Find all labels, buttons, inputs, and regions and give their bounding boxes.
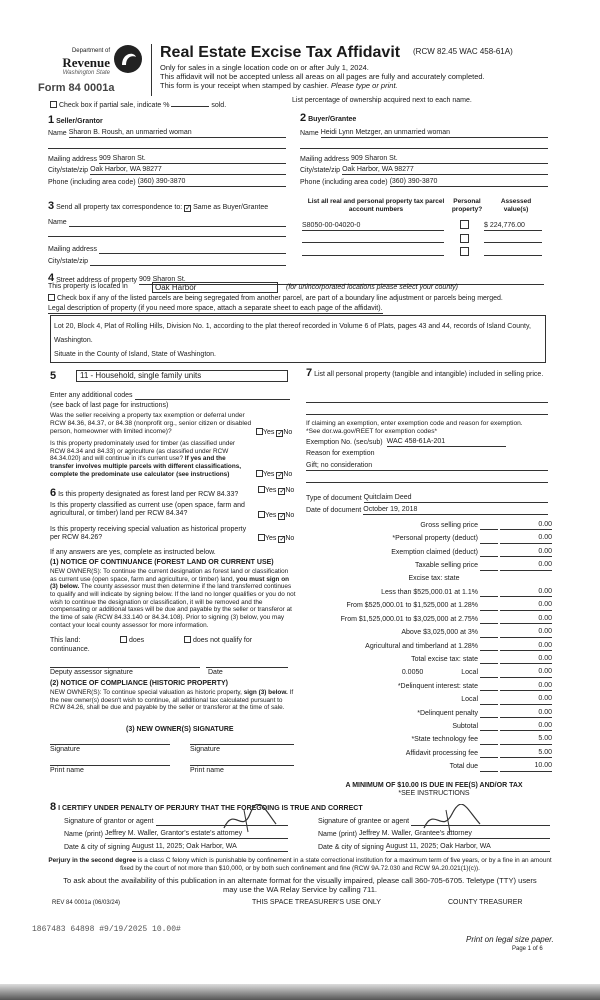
tax-row xyxy=(316,642,552,651)
tax-row-value[interactable]: 0.00 xyxy=(500,642,552,651)
tax-row-value[interactable]: 0.00 xyxy=(500,709,552,718)
doc-type-row: Type of document Quitclaim Deed xyxy=(306,494,548,503)
tax-row-label: Local xyxy=(461,669,478,677)
historic-yes-checkbox[interactable] xyxy=(258,534,265,541)
partial-sale-checkbox[interactable] xyxy=(50,101,57,108)
certify-heading: 8 I CERTIFY UNDER PENALTY OF PERJURY THAT THE FOREGOING IS TRUE AND CORRECT xyxy=(50,801,363,813)
grantee-signature-row: Signature of grantee or agent xyxy=(318,816,550,826)
header-divider xyxy=(151,44,152,96)
corr-mailing-field[interactable] xyxy=(99,246,286,254)
segregated-checkbox[interactable] xyxy=(48,294,55,301)
tax-row xyxy=(316,575,552,583)
tax-row-value[interactable]: 0.00 xyxy=(500,668,552,677)
land-does-not: does not qualify for xyxy=(184,636,252,645)
doc-type-field[interactable]: Quitclaim Deed xyxy=(364,494,548,503)
grantor-name-row: Name (print) Jeffrey M. Waller, Grantor's estate's attorney xyxy=(64,830,288,839)
header-line1: Only for sales in a single location code on or after July 1, 2024. xyxy=(160,63,369,72)
tax-row-leader xyxy=(480,704,498,705)
see-back: (see back of last page for instructions) xyxy=(50,402,169,409)
forest-no-checkbox[interactable]: ✓ xyxy=(279,488,286,495)
corr-name-field[interactable] xyxy=(69,219,286,227)
tax-row-value[interactable]: 0.00 xyxy=(500,615,552,624)
tax-row xyxy=(316,534,552,543)
tax-row xyxy=(316,722,552,731)
historic-no-checkbox[interactable]: ✓ xyxy=(279,536,286,543)
grantor-date-field[interactable]: August 11, 2025; Oak Harbor, WA xyxy=(132,843,288,852)
personal-prop-checkbox-1[interactable] xyxy=(460,220,469,229)
local-rate[interactable]: 0.0050 xyxy=(401,669,424,677)
tax-row-label: Less than $525,000.01 at 1.1% xyxy=(381,589,478,596)
exemption-question: Was the seller receiving a property tax exemption or deferral under RCW 84.36, 84.37, or 84.38 (nonprofit org., senior citizen or disabled person, homeowner with limited income)? xyxy=(50,412,252,435)
personal-property-question: 7 List all personal property (tangible and intangible) included in selling price. xyxy=(306,367,544,379)
exemption-no-row: Exemption No. (sec/sub) WAC 458-61A-201 xyxy=(306,438,506,447)
tax-row-value[interactable]: 0.00 xyxy=(500,682,552,691)
grantee-date-field[interactable]: August 11, 2025; Oak Harbor, WA xyxy=(386,843,550,852)
revenue-logo-icon xyxy=(112,43,144,75)
tax-row-label: From $1,525,000.01 to $3,025,000 at 2.75% xyxy=(340,615,478,623)
tax-row-value[interactable]: 10.00 xyxy=(500,762,552,771)
buyer-city-row: City/state/zip Oak Harbor, WA 98277 xyxy=(300,166,548,175)
header-line2: This affidavit will not be accepted unless all areas on all pages are fully and accurately completed. xyxy=(160,72,485,81)
buyer-mailing-row: Mailing address 909 Sharon St. xyxy=(300,155,548,164)
dept-line: Department of xyxy=(71,48,110,54)
tax-row-label: *Delinquent penalty xyxy=(417,709,478,717)
buyer-name-field[interactable]: Heidi Lynn Metzger, an unmarried woman xyxy=(321,129,548,138)
tax-row-leader xyxy=(480,650,498,651)
tax-row-label: Above $3,025,000 at 3% xyxy=(401,629,478,637)
doc-date-field[interactable]: October 19, 2018 xyxy=(363,506,548,515)
tax-row-label: Subtotal xyxy=(452,723,478,730)
forest-question: 6 Is this property designated as forest land per RCW 84.33? xyxy=(50,487,239,499)
exemption-number-field[interactable]: WAC 458-61A-201 xyxy=(387,438,506,447)
tax-row-label: Total excise tax: state xyxy=(411,656,478,663)
form-number: Form 84 0001a xyxy=(38,82,115,94)
tax-row-leader xyxy=(480,596,498,597)
doc-date-row: Date of document October 19, 2018 xyxy=(306,506,548,515)
corr-mailing-row: Mailing address xyxy=(48,246,286,254)
tax-row-leader xyxy=(480,543,498,544)
tax-row xyxy=(316,762,552,771)
tax-row-leader xyxy=(480,529,498,530)
buyer-name-row: Name Heidi Lynn Metzger, an unmarried woman xyxy=(300,129,548,138)
seller-name-row: Name Sharon B. Roush, an unmarried woman xyxy=(48,129,286,138)
tax-row xyxy=(316,601,552,610)
state-name: Washington State xyxy=(62,70,110,76)
exemption-yes-checkbox[interactable] xyxy=(256,428,263,435)
form-rcw: (RCW 82.45 WAC 458-61A) xyxy=(413,47,513,56)
current-use-question: Is this property classified as current use (open space, farm and agricultural, or timber) land per RCW 84.34? xyxy=(50,502,245,518)
if-yes-note: If any answers are yes, complete as instructed below. xyxy=(50,549,216,556)
tax-row-value[interactable]: 0.00 xyxy=(500,695,552,704)
same-as-buyer-checkbox[interactable]: ✓ xyxy=(185,205,191,212)
buyer-phone-row: Phone (including area code) (360) 390-3870 xyxy=(300,178,548,187)
tax-row-leader xyxy=(480,771,498,772)
grantor-signature-row: Signature of grantor or agent xyxy=(64,816,288,826)
corr-name-row: Name xyxy=(48,219,286,227)
current-use-yes-checkbox[interactable] xyxy=(258,511,265,518)
timber-no-checkbox[interactable]: ✓ xyxy=(277,472,284,479)
grantee-name-field[interactable]: Jeffrey M. Waller, Grantee's attorney xyxy=(359,830,550,839)
tax-row-value[interactable]: 0.00 xyxy=(500,534,552,543)
this-land-label: This land: xyxy=(50,637,81,644)
personal-prop-col-header: Personal property? xyxy=(451,198,483,213)
seller-city-field[interactable]: Oak Harbor, WA 98277 xyxy=(90,166,286,175)
tax-row xyxy=(316,521,552,530)
grantor-name-field[interactable]: Jeffrey M. Waller, Grantor's estate's attorney xyxy=(105,830,288,839)
legal-desc-label: Legal description of property (if you need more space, attach a separate sheet to each page of the affidavit). xyxy=(48,305,383,314)
owner-signature-line-1[interactable] xyxy=(50,744,170,745)
reason-label: Reason for exemption xyxy=(306,450,375,457)
tax-row-label: *Personal property (deduct) xyxy=(392,535,478,543)
tax-row-label: Taxable selling price xyxy=(414,562,478,570)
legal-description-text-2: Situate in the County of Island, State of Washington. xyxy=(54,351,217,358)
deputy-signature-line[interactable] xyxy=(50,667,200,668)
personal-prop-checkbox-3[interactable] xyxy=(460,247,469,256)
signature-label-1: Signature xyxy=(50,746,80,753)
tax-row-label: Local xyxy=(461,696,478,704)
alt-format-notice: To ask about the availability of this publication in an alternate format for the visually impaired, please call 360-705-6705. Teletype (TTY) users may use the WA Relay Service by calling 711. xyxy=(63,876,537,895)
seller-mailing-field[interactable]: 909 Sharon St. xyxy=(99,155,286,164)
tax-correspondence: 3 Send all property tax correspondence to: ✓ Same as Buyer/Grantee xyxy=(48,200,269,212)
county-treasurer: COUNTY TREASURER xyxy=(448,899,523,906)
deputy-signature-label: Deputy assessor signature xyxy=(50,669,133,676)
segregated-row: Check box if any of the listed parcels are being segregated from another parcel, are part of a boundary line adjustment or parcels being merged. xyxy=(48,294,503,303)
exemption-yes-no: Yes ✓No xyxy=(256,428,292,437)
tax-row-value[interactable]: 0.00 xyxy=(500,521,552,530)
tax-row-label: Affidavit processing fee xyxy=(405,749,478,757)
continuance-label: continuance. xyxy=(50,646,90,653)
corr-city-row: City/state/zip xyxy=(48,258,286,266)
print-name-label-1: Print name xyxy=(50,767,84,774)
signature-label-2: Signature xyxy=(190,746,220,753)
addl-codes-field[interactable] xyxy=(135,392,291,400)
seller-heading: 1 Seller/Grantor xyxy=(48,114,103,126)
tax-row xyxy=(316,561,552,570)
tax-row xyxy=(316,588,552,597)
historic-yes-no: Yes ✓No xyxy=(258,534,294,543)
continuance-text: NEW OWNER(S): To continue the current designation as forest land or classification as current use (open space, farm and agriculture, or timber) land, you must sign on (3) below. The county assessor must then determine if the land transferred continues to qualify and will indicate by signing below. If the land no longer qualifies or you do not wish to continue the designation or classification, it will be removed and the compensating or additional taxes will be due and payable by the seller or transferor at the time of sale (RCW 84.33.140 or 84.34.108). Prior to signing (3) below, you may contact your local county assessor for more information. xyxy=(50,568,296,629)
tax-row xyxy=(316,668,552,677)
legal-paper-note: Print on legal size paper. xyxy=(466,935,554,944)
recording-stamp: 1867483 64898 #9/19/2025 10.00# xyxy=(32,925,181,934)
tax-row-leader xyxy=(480,623,498,624)
parcels-col-header: List all real and personal property tax parcel account numbers xyxy=(307,198,445,213)
timber-question: Is this property predominately used for timber (as classified under RCW 84.34 and 84.33) or agriculture (as classified under RCW 84.34.020) and will continue in it's current use? If yes and the transfer involves multiple parcels with different classifications, complete the predominate use calculator (see instructions) xyxy=(50,440,242,478)
partial-sale: Check box if partial sale, indicate % sold. xyxy=(50,101,226,110)
tax-row-leader xyxy=(480,690,498,691)
tax-row-value[interactable]: 0.00 xyxy=(500,561,552,570)
perjury-notice: Perjury in the second degree is a class C felony which is punishable by confinement in a state correctional institution for a maximum term of five years, or by a fine in an amount fixed by the court of not more than $10,000, or by both such confinement and fine (RCW 9A.72.030 and RCW 9A.20.021(1)(c)). xyxy=(48,857,552,872)
legal-description-text: Lot 20, Block 4, Plat of Rolling Hills, Division No. 1, according to the plat thereof recorded in Volume 6 of Plats, pages 43 and 44, records of Island County, Washington. xyxy=(54,323,531,344)
tax-row-value[interactable]: 0.00 xyxy=(500,628,552,637)
tax-row xyxy=(316,548,552,557)
seller-mailing-row: Mailing address 909 Sharon St. xyxy=(48,155,286,164)
minimum-due: A MINIMUM OF $10.00 IS DUE IN FEE(S) AND/OR TAX xyxy=(345,782,523,789)
grantor-date-row: Date & city of signing August 11, 2025; Oak Harbor, WA xyxy=(64,843,288,852)
tax-row-leader xyxy=(480,677,498,678)
tax-row xyxy=(316,695,552,704)
tax-row xyxy=(316,655,552,664)
print-name-label-2: Print name xyxy=(190,767,224,774)
land-does-not-checkbox[interactable] xyxy=(184,636,191,643)
buyer-heading: 2 Buyer/Grantee xyxy=(300,112,357,124)
tax-row-value[interactable]: 0.00 xyxy=(500,601,552,610)
tax-row-label: From $525,000.01 to $1,525,000 at 1.28% xyxy=(346,602,478,610)
buyer-phone-field[interactable]: (360) 390-3870 xyxy=(390,178,548,187)
treasurer-use: THIS SPACE TREASURER'S USE ONLY xyxy=(252,899,381,906)
owner-signature-line-2[interactable] xyxy=(190,744,294,745)
street-address-row: 4 Street address of property 909 Sharon St. xyxy=(48,272,544,285)
tax-row xyxy=(316,615,552,624)
located-in-label: This property is located in xyxy=(48,283,128,290)
exemption-no-checkbox[interactable]: ✓ xyxy=(277,430,284,437)
tax-row-label: *Delinquent interest: state xyxy=(397,682,478,690)
assessed-col-header: Assessed value(s) xyxy=(500,198,532,213)
land-use-code-select[interactable]: 11 - Household, single family units xyxy=(76,370,288,382)
sec5-number: 5 xyxy=(50,370,57,382)
list-pct-note: List percentage of ownership acquired next to each name. xyxy=(292,97,472,104)
deputy-date-label: Date xyxy=(208,669,223,676)
tax-row xyxy=(316,735,552,744)
historic-question: Is this property receiving special valuation as historical property per RCW 84.26? xyxy=(50,526,247,542)
land-does-checkbox[interactable] xyxy=(120,636,127,643)
tax-row-value[interactable]: 0.00 xyxy=(500,722,552,731)
addl-codes-row: Enter any additional codes xyxy=(50,392,290,400)
tax-row-value[interactable]: 5.00 xyxy=(500,735,552,744)
exemption-claim-note: If claiming an exemption, enter exemption code and reason for exemption. *See dor.wa.gov/REET for exemption codes* xyxy=(306,420,523,435)
rev-number: REV 84 0001a (06/03/24) xyxy=(52,900,121,906)
current-use-yes-no: Yes ✓No xyxy=(258,511,294,520)
owner-print-line-2[interactable] xyxy=(190,765,294,766)
tax-row xyxy=(316,628,552,637)
historic-text: NEW OWNER(S): To continue special valuation as historic property, sign (3) below. If the new owner(s) doesn't wish to continue, all additional tax calculated pursuant to RCW 84.26, shall be due and payable by the seller or transferor at the time of sale. xyxy=(50,689,294,712)
tax-row-value[interactable]: 0.00 xyxy=(500,655,552,664)
seller-phone-row: Phone (including area code) (360) 390-3870 xyxy=(48,178,286,187)
timber-yes-checkbox[interactable] xyxy=(256,470,263,477)
tax-row xyxy=(316,682,552,691)
see-instructions: *SEE INSTRUCTIONS xyxy=(398,790,470,797)
tax-row xyxy=(316,749,552,758)
tax-row-leader xyxy=(480,744,498,745)
tax-row-value[interactable]: 0.00 xyxy=(500,548,552,557)
parcel-number-1[interactable]: S8050-00-04020-0 xyxy=(302,222,444,231)
seller-name-field[interactable]: Sharon B. Roush, an unmarried woman xyxy=(69,129,286,138)
tax-row-label: Gross selling price xyxy=(420,522,478,529)
tax-row-value[interactable]: 0.00 xyxy=(500,588,552,597)
located-hint: (for unincorporated locations please select your county) xyxy=(286,284,458,291)
street-address-field[interactable]: 909 Sharon St. xyxy=(139,276,544,285)
tax-row xyxy=(316,709,552,718)
seller-city-row: City/state/zip Oak Harbor, WA 98277 xyxy=(48,166,286,175)
tax-row-label: *State technology fee xyxy=(411,736,478,744)
personal-prop-checkbox-2[interactable] xyxy=(460,234,469,243)
current-use-no-checkbox[interactable]: ✓ xyxy=(279,513,286,520)
tax-row-leader xyxy=(480,637,498,638)
continuance-heading: (1) NOTICE OF CONTINUANCE (FOREST LAND OR CURRENT USE) xyxy=(50,559,274,566)
reason-field[interactable]: Gift; no consideration xyxy=(306,462,548,471)
buyer-mailing-field[interactable]: 909 Sharon St. xyxy=(351,155,548,164)
grantee-name-row: Name (print) Jeffrey M. Waller, Grantee's attorney xyxy=(318,830,550,839)
page-number: Page 1 of 6 xyxy=(512,946,543,952)
grantee-date-row: Date & city of signing August 11, 2025; Oak Harbor, WA xyxy=(318,843,550,852)
forest-yes-no: Yes ✓No xyxy=(258,486,294,495)
legal-description-field[interactable] xyxy=(50,315,546,363)
tax-row-leader xyxy=(480,610,498,611)
tax-row-leader xyxy=(480,663,498,664)
tax-row-value[interactable]: 5.00 xyxy=(500,749,552,758)
form-title: Real Estate Excise Tax Affidavit xyxy=(160,44,401,61)
tax-row-label: Exemption claimed (deduct) xyxy=(391,548,478,556)
tax-row-label: Agricultural and timberland at 1.28% xyxy=(365,642,478,650)
scan-edge xyxy=(0,984,600,1000)
tax-row-label: Total due xyxy=(449,763,478,771)
historic-heading: (2) NOTICE OF COMPLIANCE (HISTORIC PROPERTY) xyxy=(50,680,228,687)
seller-phone-field[interactable]: (360) 390-3870 xyxy=(138,178,286,187)
assessed-value-1[interactable]: $ 224,776.00 xyxy=(484,222,542,231)
tax-row-leader xyxy=(480,556,498,557)
tax-row-leader xyxy=(480,570,498,571)
tax-row-leader xyxy=(480,757,498,758)
header-line3: This form is your receipt when stamped by cashier. Please type or print. xyxy=(160,81,398,90)
tax-row-leader xyxy=(480,730,498,731)
deputy-date-line[interactable] xyxy=(206,667,288,668)
owner-print-line-1[interactable] xyxy=(50,765,170,766)
tax-row-leader xyxy=(480,717,498,718)
location-select[interactable]: Oak Harbor xyxy=(152,282,278,293)
tax-row-label: Excise tax: state xyxy=(408,574,460,582)
corr-city-field[interactable] xyxy=(90,258,286,266)
land-does: does xyxy=(120,636,144,645)
agency-name: Revenue xyxy=(62,55,110,70)
forest-yes-checkbox[interactable] xyxy=(258,486,265,493)
new-owner-sig-heading: (3) NEW OWNER(S) SIGNATURE xyxy=(126,726,234,733)
timber-yes-no: Yes ✓No xyxy=(256,470,292,479)
buyer-city-field[interactable]: Oak Harbor, WA 98277 xyxy=(342,166,548,175)
